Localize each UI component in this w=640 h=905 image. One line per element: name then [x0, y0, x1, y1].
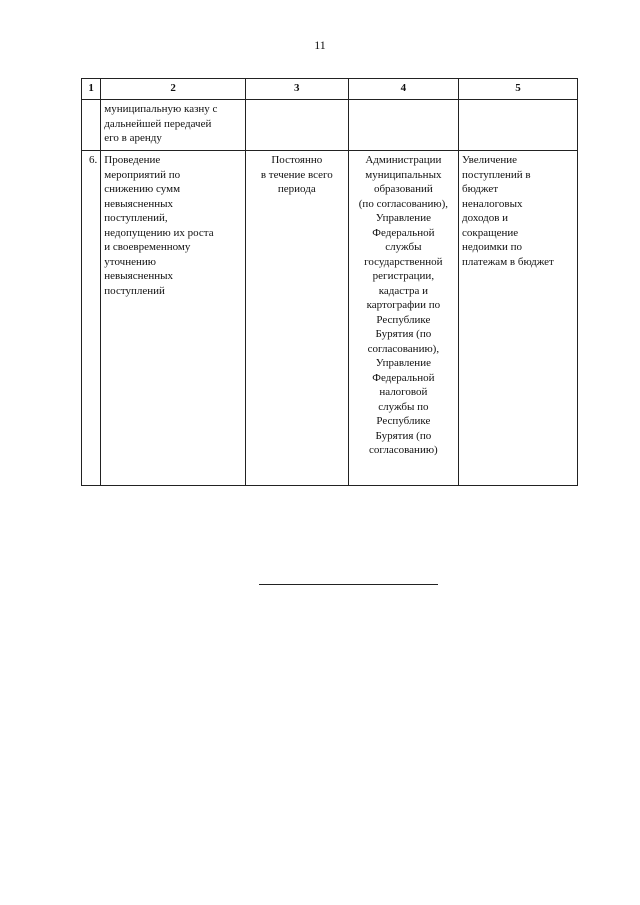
text-line: уточнению [104, 255, 156, 268]
cell-measure [101, 100, 246, 151]
text-line: регистрации, [372, 270, 435, 282]
text-line: государственной [364, 255, 443, 268]
text-line: невыясненных [104, 197, 174, 210]
text-line: бюджет [462, 183, 499, 195]
page-number: 11 [314, 38, 326, 52]
header-col-1: 1 [82, 79, 101, 100]
text-line: согласованию) [369, 444, 438, 456]
text-line: Бурятия (по [375, 328, 432, 340]
text-line: невыясненных [104, 270, 174, 282]
text-line: муниципальных [365, 168, 442, 181]
text-line: службы [385, 241, 422, 253]
text-line: (по согласованию), [358, 197, 448, 210]
cell-responsible [348, 151, 458, 486]
text-line: в течение всего [260, 168, 333, 181]
text-line: налоговой [379, 386, 428, 398]
measures-table [81, 78, 578, 486]
table-row-continuation [82, 100, 578, 151]
text-line: снижению сумм [104, 183, 181, 195]
cell-term [245, 151, 348, 486]
text-line: недопущению их роста [104, 226, 214, 239]
text-line: службы по [378, 400, 429, 413]
header-col-4: 4 [348, 79, 458, 100]
header-col-3: 3 [245, 79, 348, 100]
cell-result [459, 100, 578, 151]
text-line: Федеральной [372, 371, 435, 384]
table-header-row [82, 79, 578, 100]
text-line: Федеральной [372, 226, 435, 239]
text-line: Республике [376, 415, 431, 427]
text-line: мероприятий по [104, 168, 181, 181]
text-line: поступлений [104, 284, 165, 297]
text-line: поступлений, [104, 212, 168, 224]
cell-responsible [348, 100, 458, 151]
closing-rule [259, 584, 438, 585]
text-line: недоимки по [462, 241, 522, 253]
text-line: платежам в бюджет [462, 255, 554, 268]
text-line: его в аренду [104, 132, 162, 144]
text-line: Увеличение [462, 154, 518, 166]
text-line: Управление [375, 357, 431, 369]
text-line: Администрации [365, 154, 442, 166]
cell-number: 6. [82, 151, 101, 486]
text-line: Постоянно [271, 154, 323, 166]
text-line: образований [373, 183, 433, 195]
text-line: муниципальную казну с [104, 103, 218, 115]
text-line: Республике [376, 313, 431, 326]
text-line: неналоговых [462, 197, 523, 210]
text-line: Проведение [104, 154, 161, 166]
text-line: Бурятия (по [375, 429, 432, 442]
cell-number [82, 100, 101, 151]
text-line: картографии по [366, 299, 441, 311]
text-line: доходов и [462, 212, 509, 224]
text-line: кадастра и [378, 284, 429, 297]
text-line: согласованию), [367, 342, 440, 355]
cell-result [459, 151, 578, 486]
text-line: сокращение [462, 226, 519, 239]
table-row-6 [82, 151, 578, 486]
text-line: дальнейшей передачей [104, 117, 212, 130]
header-col-5: 5 [459, 79, 578, 100]
header-col-2: 2 [101, 79, 246, 100]
text-line: поступлений в [462, 168, 531, 181]
cell-measure [101, 151, 246, 486]
text-line: периода [277, 183, 316, 195]
text-line: и своевременному [104, 241, 191, 253]
cell-term [245, 100, 348, 151]
text-line: Управление [375, 212, 431, 224]
